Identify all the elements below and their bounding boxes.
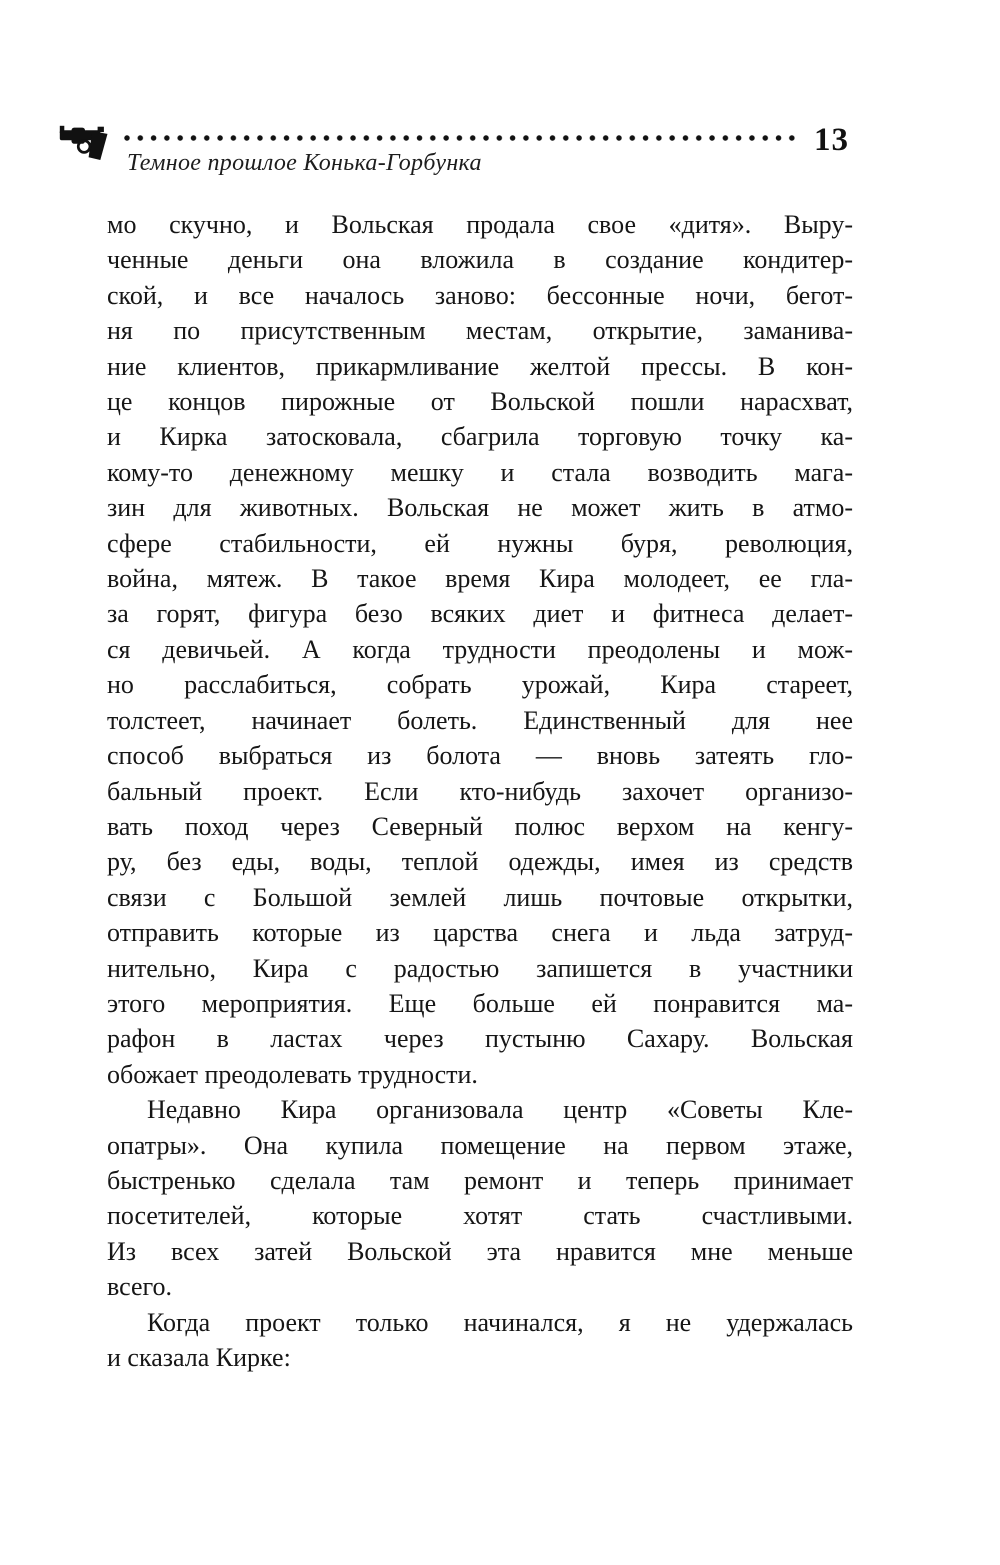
- paragraph: [107, 207, 853, 1092]
- text-line: зин для животных. Вольская не может жить в атмо-: [107, 493, 853, 523]
- text-line: ние клиентов, прикармливание желтой прессы. В кон-: [107, 351, 853, 381]
- dotted-rule: [122, 133, 800, 143]
- text-line: посетителей, которые хотят стать счастливыми.: [107, 1201, 853, 1231]
- text-line: быстренько сделала там ремонт и теперь принимает: [107, 1165, 853, 1195]
- text-line: кому-то денежному мешку и стала возводить мага-: [107, 457, 853, 487]
- text-line: способ выбраться из болота — вновь затеять гло-: [107, 741, 853, 771]
- revolver-icon: [58, 122, 112, 162]
- text-line: вать поход через Северный полюс верхом на кенгу-: [107, 811, 853, 841]
- text-line: но расслабиться, собрать урожай, Кира стареет,: [107, 670, 853, 700]
- text-line: отправить которые из царства снега и льда затруд-: [107, 918, 853, 948]
- text-line: и Кирка затосковала, сбагрила торговую точку ка-: [107, 422, 853, 452]
- text-line: ру, без еды, воды, теплой одежды, имея из средств: [107, 847, 853, 877]
- text-line: рафон в ластах через пустыню Сахару. Вольская: [107, 1024, 853, 1054]
- text-line: толстеет, начинает болеть. Единственный для нее: [107, 705, 853, 735]
- text-line: связи с Большой землей лишь почтовые открытки,: [107, 882, 853, 912]
- text-line: ся девичьей. А когда трудности преодолены и мож-: [107, 634, 853, 664]
- text-line: ченные деньги она вложила в создание кондитер-: [107, 245, 853, 275]
- body-text: [107, 207, 853, 1375]
- text-line: обожает преодолевать трудности.: [107, 1059, 478, 1089]
- text-line: Из всех затей Вольской эта нравится мне меньше: [107, 1236, 853, 1266]
- text-line: опатры». Она купила помещение на первом этаже,: [107, 1130, 853, 1160]
- text-line: этого мероприятия. Еще больше ей понравится ма-: [107, 988, 853, 1018]
- text-line: ской, и все началось заново: бессонные ночи, бегот-: [107, 280, 853, 310]
- text-line: всего.: [107, 1272, 173, 1302]
- text-line: це концов пирожные от Вольской пошли нарасхват,: [107, 387, 853, 417]
- text-line: Когда проект только начинался, я не удержалась: [147, 1307, 853, 1337]
- text-line: сфере стабильности, ей нужны буря, революция,: [107, 528, 853, 558]
- text-line: и сказала Кирке:: [107, 1343, 291, 1372]
- text-line: за горят, фигура безо всяких диет и фитнеса делает-: [107, 599, 853, 629]
- paragraph: [107, 1305, 853, 1376]
- text-line: Недавно Кира организовала центр «Советы Кле-: [147, 1095, 853, 1125]
- text-line: мо скучно, и Вольская продала свое «дитя». Выру-: [107, 210, 853, 239]
- text-line: ня по присутственным местам, открытие, заманива-: [107, 316, 853, 346]
- text-line: война, мятеж. В такое время Кира молодеет, ее гла-: [107, 564, 853, 594]
- running-title: Темное прошлое Конька-Горбунка: [127, 150, 482, 176]
- page-number: 13: [814, 122, 849, 158]
- paragraph: [107, 1092, 853, 1304]
- text-line: бальный проект. Если кто-нибудь захочет организо-: [107, 776, 853, 806]
- text-line: нительно, Кира с радостью запишется в участники: [107, 953, 853, 983]
